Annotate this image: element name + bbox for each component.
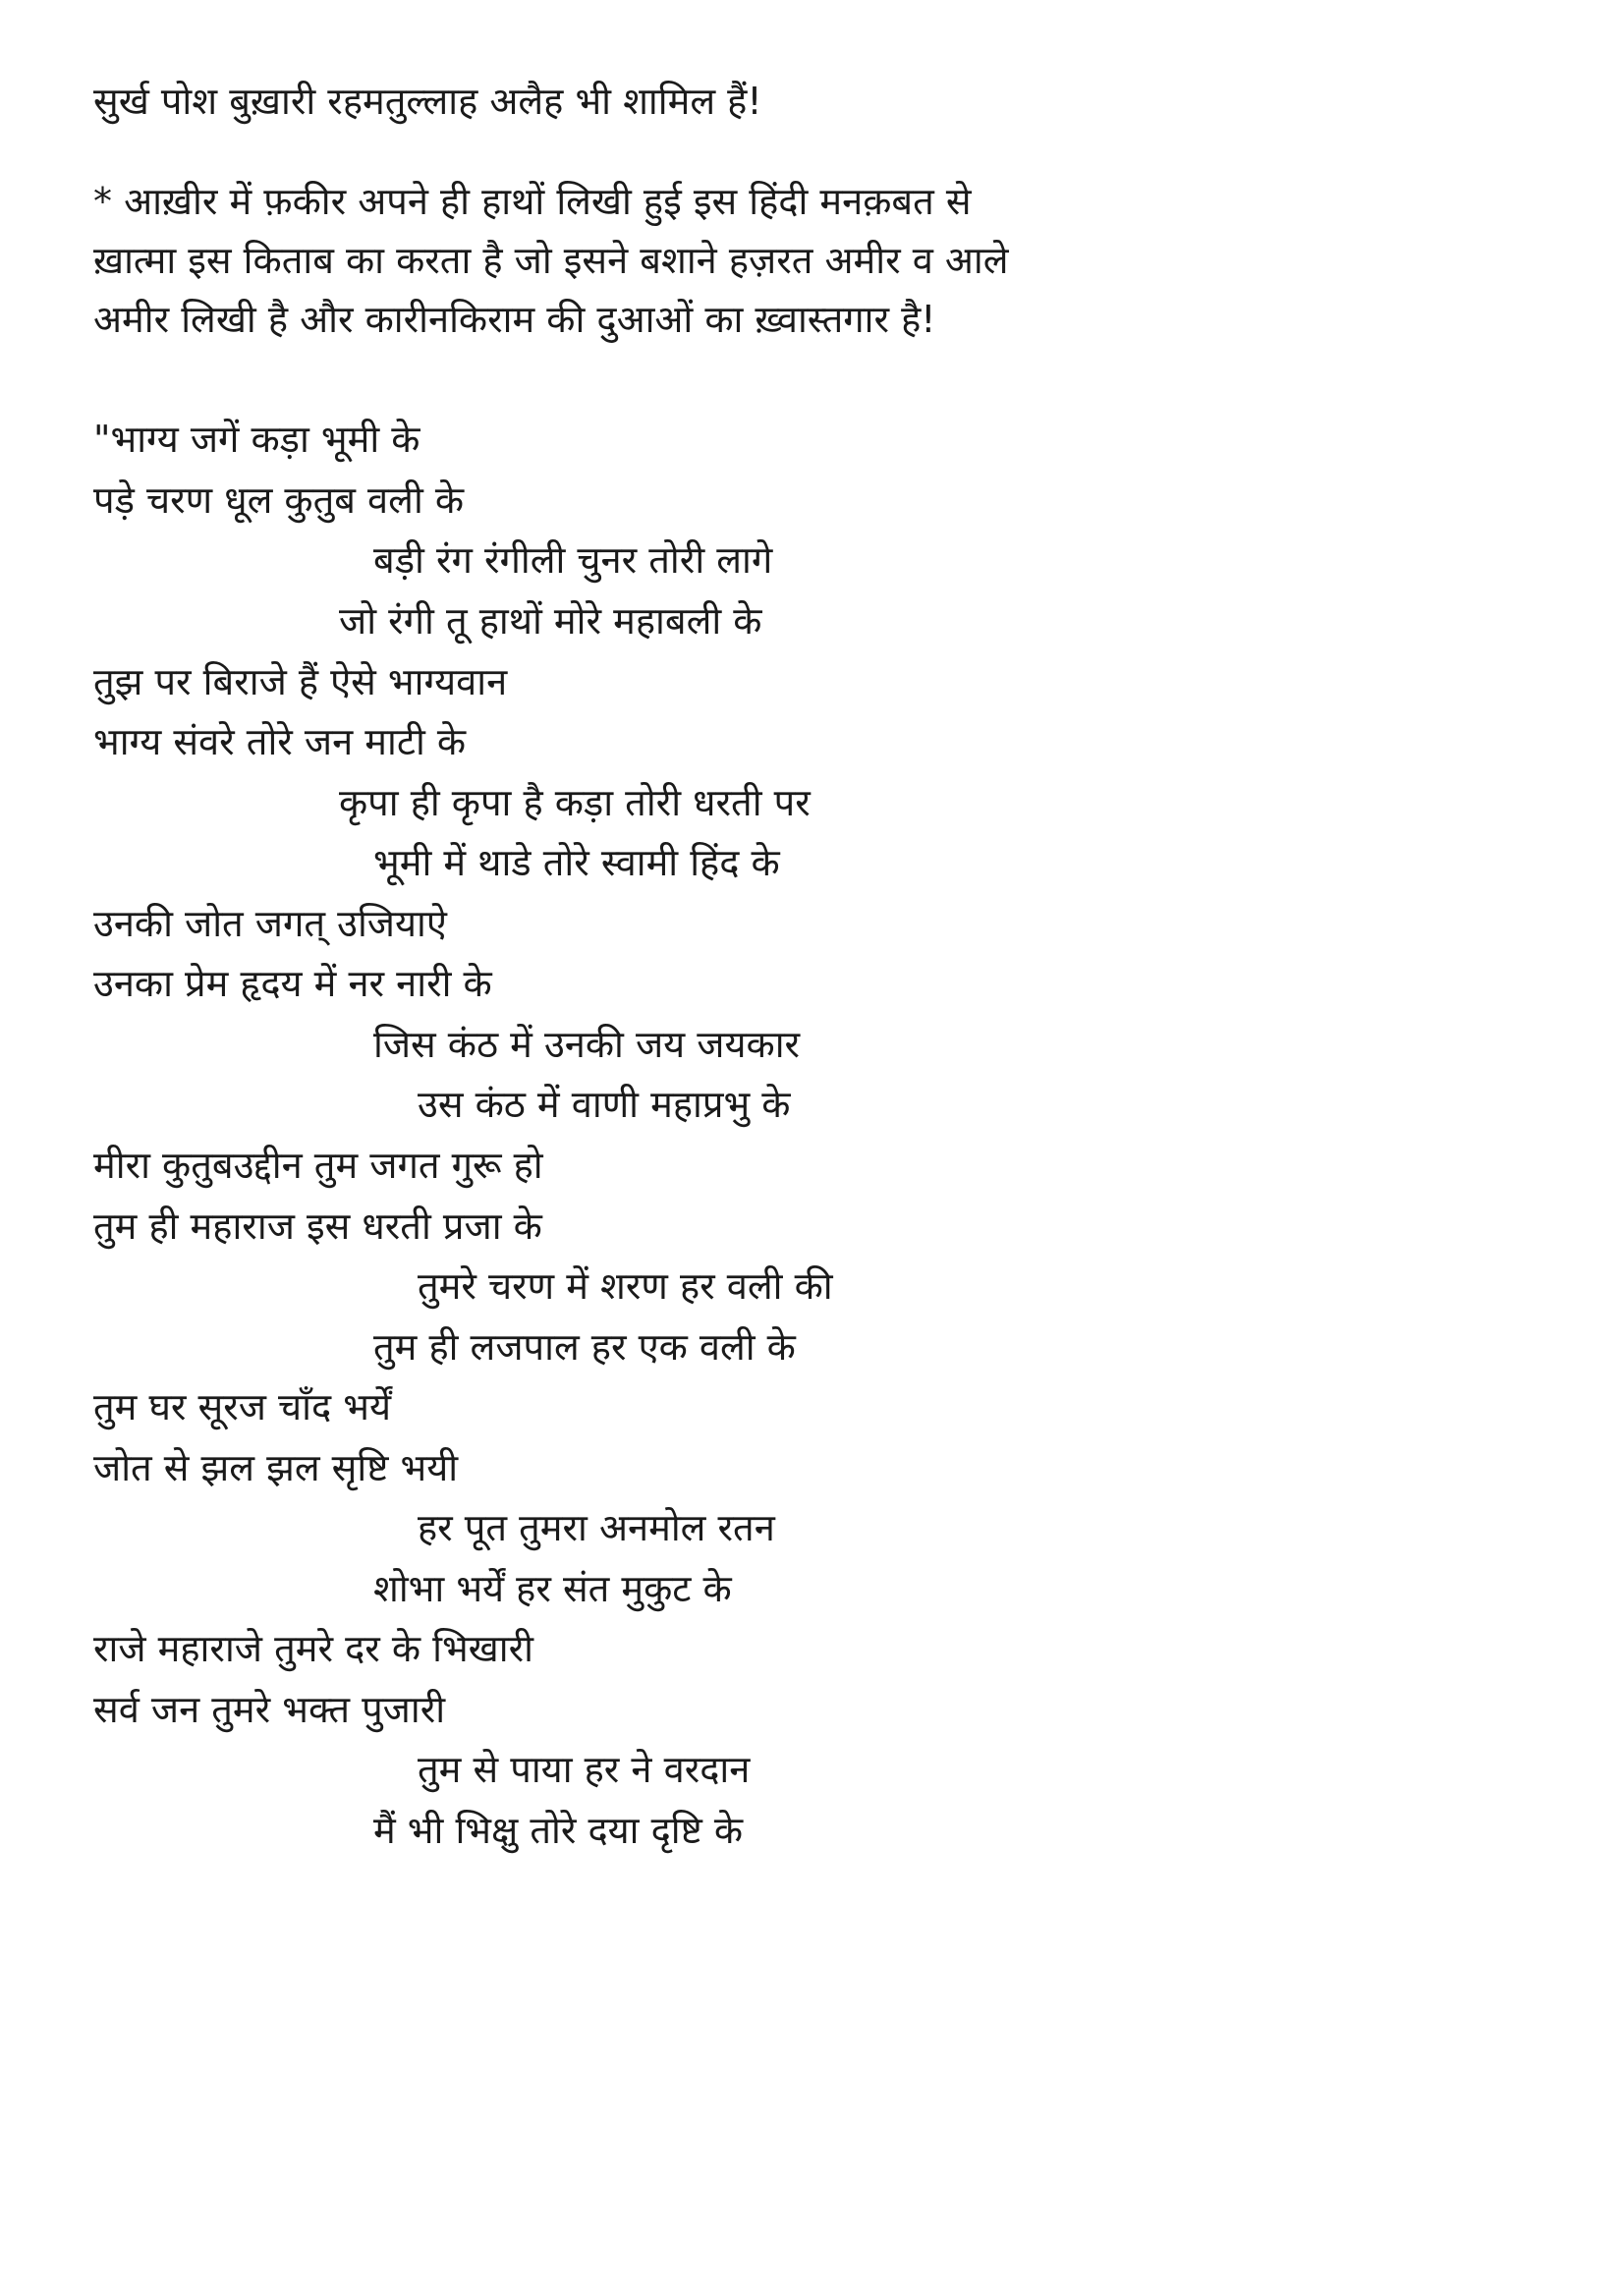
poem-line: उस कंठ में वाणी महाप्रभु के: [418, 1083, 791, 1127]
poem-line: हर पूत तुमरा अनमोल रतन: [418, 1506, 775, 1550]
paragraph-line: अमीर लिखी है और कारीनकिराम की दुआओं का ख़्वास्तगार है!: [93, 298, 936, 342]
poem-line: जो रंगी तू हाथों मोरे महाबली के: [339, 599, 762, 644]
intro-paragraph: [93, 172, 1545, 349]
poem-line: बड़ी रंग रंगीली चुनर तोरी लागे: [373, 538, 773, 583]
poem-line: तुम ही लजपाल हर एक वली के: [373, 1324, 796, 1369]
poem-line: मीरा कुतुबउद्दीन तुम जगत गुरू हो: [93, 1143, 543, 1187]
poem-line: उनकी जोत जगत् उजियाऐ: [93, 901, 447, 945]
poem-line: तुझ पर बिराजे हैं ऐसे भाग्यवान: [93, 659, 508, 703]
poem-line: कृपा ही कृपा है कड़ा तोरी धरती पर: [339, 780, 811, 824]
poem-line: तुम से पाया हर ने वरदान: [418, 1748, 751, 1792]
poem-line: भूमी में थाडे तोरे स्वामी हिंद के: [373, 841, 780, 885]
poem-line: तुम ही महाराज इस धरती प्रजा के: [93, 1204, 542, 1248]
poem-line: शोभा भर्यें हर संत मुकुट के: [373, 1566, 732, 1610]
poem-line: पड़े चरण धूल कुतुब वली के: [93, 477, 465, 522]
poem-line: तुम घर सूरज चाँद भर्यें: [93, 1385, 392, 1429]
poem-line: जिस कंठ में उनकी जय जयकार: [373, 1022, 801, 1066]
poem-body: [93, 410, 1545, 1861]
spacer-after-heading: [93, 127, 1545, 172]
poem-line: तुमरे चरण में शरण हर वली की: [418, 1264, 833, 1309]
poem-line: "भाग्य जगें कड़ा भूमी के: [93, 418, 420, 462]
poem-line: मैं भी भिक्षु तोरे दया दृष्टि के: [373, 1808, 744, 1852]
poem-line: उनका प्रेम हृदय में नर नारी के: [93, 962, 492, 1006]
poem-line: जोत से झल झल सृष्टि भयी: [93, 1445, 459, 1489]
poem-line: सर्व जन तुमरे भक्त पुजारी: [93, 1687, 446, 1731]
poem-line: भाग्य संवरे तोरे जन माटी के: [93, 720, 467, 764]
spacer-before-poem: [93, 349, 1545, 410]
paragraph-line: * आख़ीर में फ़कीर अपने ही हाथों लिखी हुई इस हिंदी मनक़बत से: [93, 180, 972, 224]
poem-line: राजे महाराजे तुमरे दर के भिखारी: [93, 1627, 533, 1671]
paragraph-line: ख़ात्मा इस किताब का करता है जो इसने बशाने हज़रत अमीर व आले: [93, 239, 1009, 283]
page-heading: सुर्ख पोश बुख़ारी रहमतुल्लाह अलैह भी शामिल हैं!: [93, 80, 762, 123]
